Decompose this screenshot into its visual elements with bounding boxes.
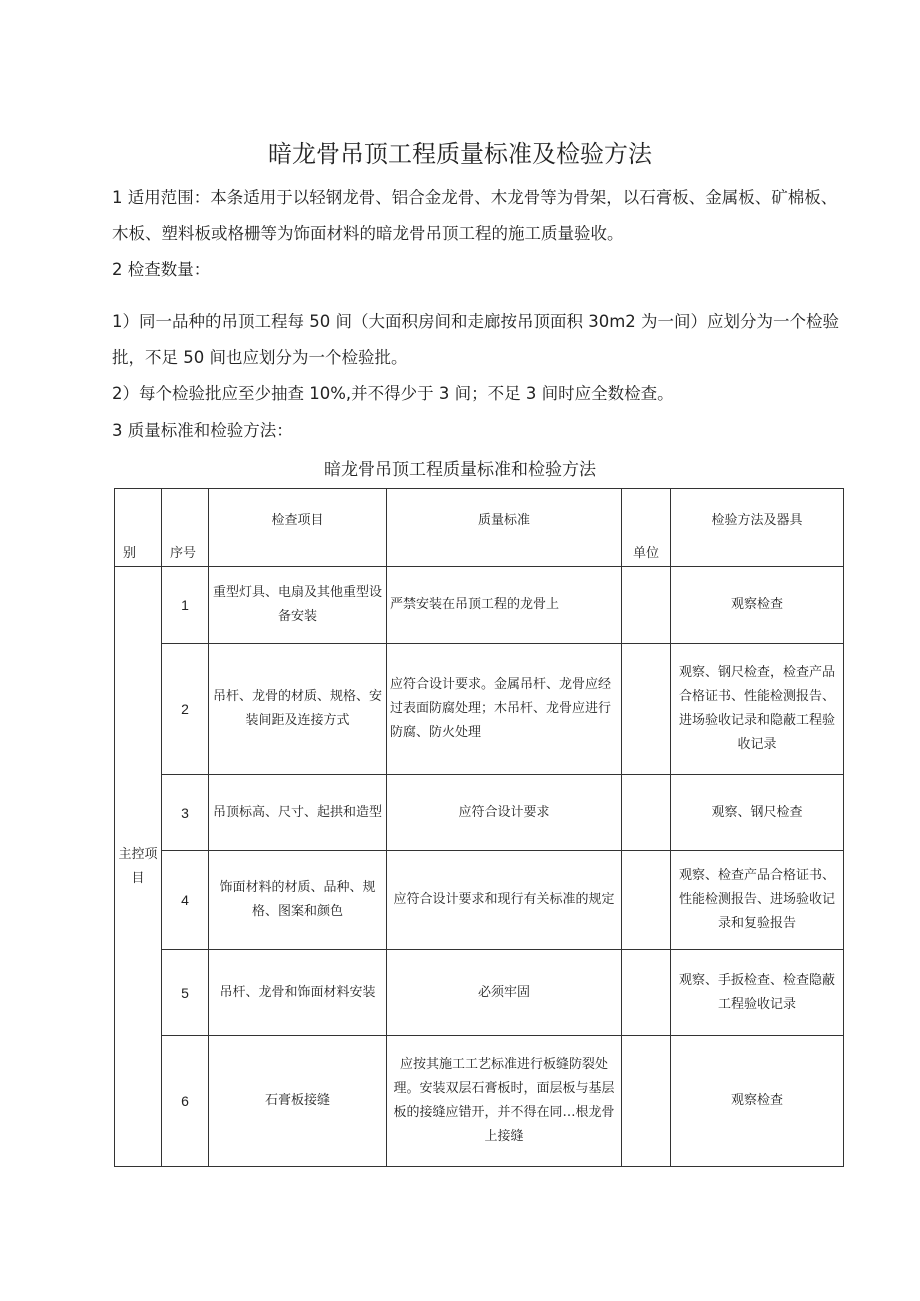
row-unit <box>622 851 671 950</box>
inspection-rule-1: 1）同一品种的吊顶工程每 50 间（大面积房间和走廊按吊顶面积 30m2 为一间）应划分为一个检验批，不足 50 间也应划分为一个检验批。 <box>112 312 840 367</box>
row-no: 2 <box>162 644 209 775</box>
page-title: 暗龙骨吊顶工程质量标准及检验方法 <box>268 140 652 168</box>
category-cell: 主控项目 <box>115 567 162 1167</box>
row-item: 吊顶标高、尺寸、起拱和造型 <box>209 775 387 851</box>
row-unit <box>622 567 671 644</box>
row-item: 吊杆、龙骨的材质、规格、安装间距及连接方式 <box>209 644 387 775</box>
row-standard: 严禁安装在吊顶工程的龙骨上 <box>387 567 622 644</box>
row-item: 石膏板接缝 <box>209 1036 387 1167</box>
row-no: 3 <box>162 775 209 851</box>
header-method: 检验方法及器具 <box>671 489 844 567</box>
header-standard: 质量标准 <box>387 489 622 567</box>
table-row <box>115 567 844 644</box>
row-method: 观察、手扳检查、检查隐蔽工程验收记录 <box>671 950 844 1036</box>
inspection-quantity-heading: 2 检查数量： <box>112 260 211 279</box>
scope-paragraph: 1 适用范围：本条适用于以轻钢龙骨、铝合金龙骨、木龙骨等为骨架，以石膏板、金属板、矿棉板、木板、塑料板或格栅等为饰面材料的暗龙骨吊顶工程的施工质量验收。 <box>112 188 838 243</box>
quality-table <box>114 488 844 1167</box>
header-unit: 单位 <box>622 489 671 567</box>
row-no: 4 <box>162 851 209 950</box>
table-row <box>115 950 844 1036</box>
inspection-rule-2: 2）每个检验批应至少抽查 10%,并不得少于 3 间；不足 3 间时应全数检查。 <box>112 384 674 403</box>
row-method: 观察检查 <box>671 1036 844 1167</box>
row-no: 6 <box>162 1036 209 1167</box>
row-unit <box>622 1036 671 1167</box>
row-unit <box>622 950 671 1036</box>
row-method: 观察、钢尺检查，检查产品合格证书、性能检测报告、进场验收记录和隐蔽工程验收记录 <box>671 644 844 775</box>
quality-standard-heading: 3 质量标准和检验方法： <box>112 421 293 440</box>
table-caption: 暗龙骨吊顶工程质量标准和检验方法 <box>324 460 596 480</box>
row-method: 观察、钢尺检查 <box>671 775 844 851</box>
table-row <box>115 851 844 950</box>
row-standard: 应符合设计要求。金属吊杆、龙骨应经过表面防腐处理；木吊杆、龙骨应进行防腐、防火处理 <box>387 644 622 775</box>
table-header-row <box>115 489 844 567</box>
table-row <box>115 775 844 851</box>
row-no: 5 <box>162 950 209 1036</box>
row-standard: 应符合设计要求 <box>387 775 622 851</box>
header-no: 序号 <box>162 489 209 567</box>
row-standard: 应按其施工工艺标准进行板缝防裂处理。安装双层石膏板时，面层板与基层板的接缝应错开，并不得在同…根龙骨上接缝 <box>387 1036 622 1167</box>
row-standard: 应符合设计要求和现行有关标准的规定 <box>387 851 622 950</box>
row-standard: 必须牢固 <box>387 950 622 1036</box>
row-item: 重型灯具、电扇及其他重型设备安装 <box>209 567 387 644</box>
row-unit <box>622 644 671 775</box>
row-item: 吊杆、龙骨和饰面材料安装 <box>209 950 387 1036</box>
table-row <box>115 1036 844 1167</box>
row-unit <box>622 775 671 851</box>
row-method: 观察、检查产品合格证书、性能检测报告、进场验收记录和复验报告 <box>671 851 844 950</box>
header-item: 检查项目 <box>209 489 387 567</box>
header-category: 别 <box>115 489 162 567</box>
row-item: 饰面材料的材质、品种、规格、图案和颜色 <box>209 851 387 950</box>
table-row <box>115 644 844 775</box>
row-method: 观察检查 <box>671 567 844 644</box>
row-no: 1 <box>162 567 209 644</box>
